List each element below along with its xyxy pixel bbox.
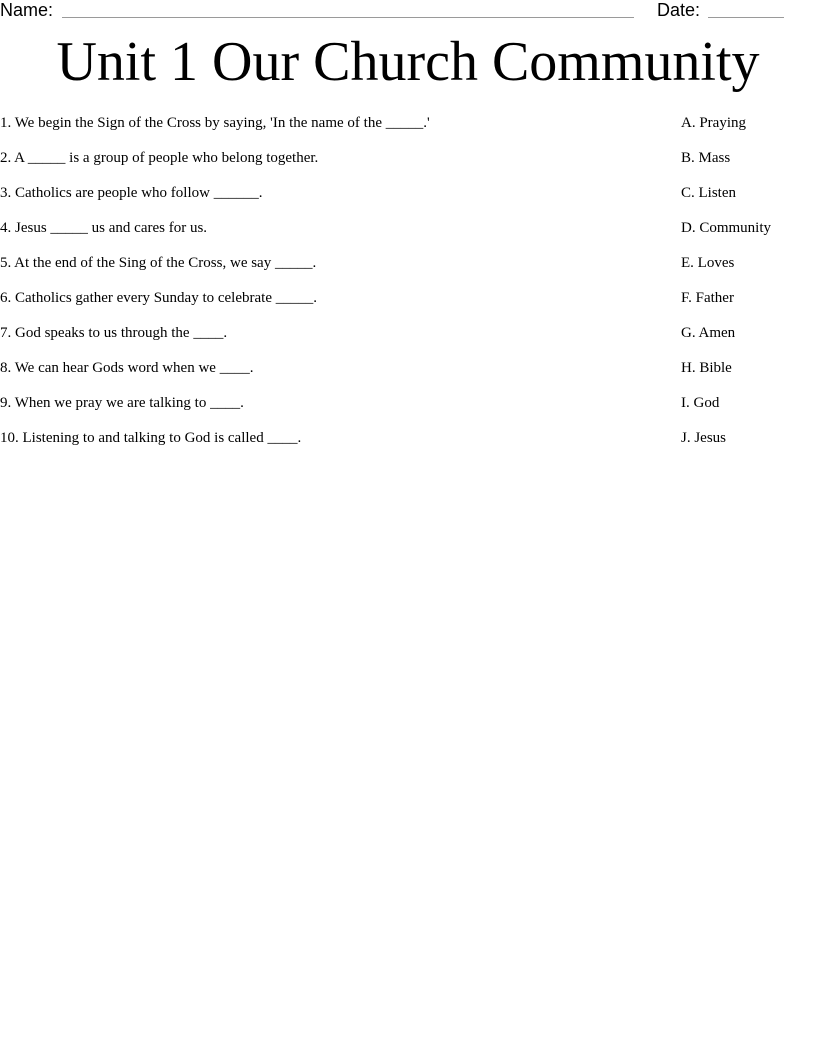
date-blank-line <box>708 17 784 18</box>
question-item: 8. We can hear Gods word when we ____. <box>0 360 254 376</box>
name-blank-line <box>62 17 634 18</box>
answer-item: D. Community <box>681 220 772 236</box>
answer-item: E. Loves <box>681 255 735 271</box>
answer-item: H. Bible <box>681 360 732 376</box>
question-item: 5. At the end of the Sing of the Cross, we say _____. <box>0 255 317 271</box>
answer-item: F. Father <box>681 290 734 306</box>
question-item: 6. Catholics gather every Sunday to celebrate _____. <box>0 290 317 306</box>
answer-item: G. Amen <box>681 325 736 341</box>
answer-item: B. Mass <box>681 150 731 166</box>
question-list <box>0 113 660 463</box>
answer-item: A. Praying <box>681 115 746 131</box>
answer-item: C. Listen <box>681 185 736 201</box>
answer-item: J. Jesus <box>681 430 727 446</box>
answer-list <box>681 113 811 463</box>
question-item: 2. A _____ is a group of people who belong together. <box>0 150 319 166</box>
page-title: Unit 1 Our Church Community <box>56 31 760 93</box>
date-label: Date: <box>657 0 701 20</box>
name-label: Name: <box>0 0 54 20</box>
question-item: 1. We begin the Sign of the Cross by saying, 'In the name of the _____.' <box>0 115 430 131</box>
question-item: 4. Jesus _____ us and cares for us. <box>0 220 208 236</box>
question-item: 9. When we pray we are talking to ____. <box>0 395 244 411</box>
worksheet-header <box>0 0 816 24</box>
question-item: 3. Catholics are people who follow ______. <box>0 185 263 201</box>
answer-item: I. God <box>681 395 720 411</box>
question-item: 10. Listening to and talking to God is called ____. <box>0 430 302 446</box>
question-item: 7. God speaks to us through the ____. <box>0 325 228 341</box>
